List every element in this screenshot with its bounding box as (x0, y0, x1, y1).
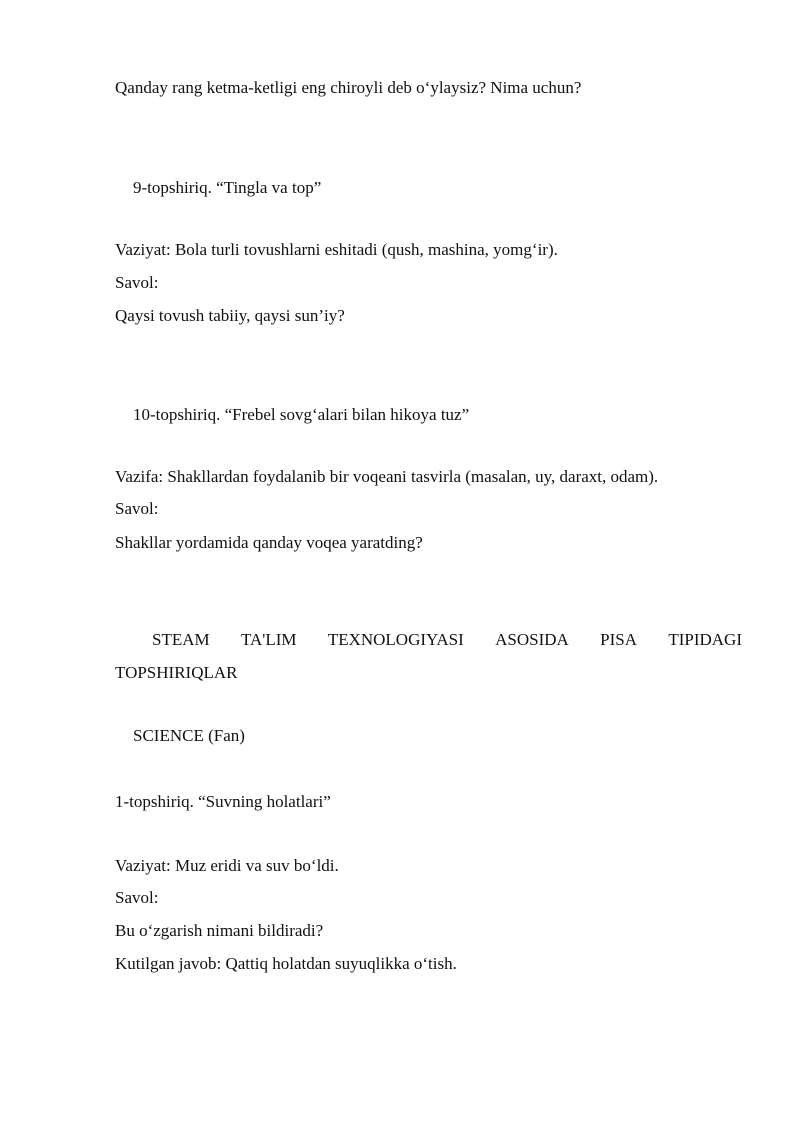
section-heading-word: STEAM (152, 630, 210, 649)
section-heading-word: TIPIDAGI (668, 630, 742, 649)
section-heading (152, 630, 742, 650)
section-heading-continuation: TOPSHIRIQLAR (115, 663, 238, 682)
subsection-title: SCIENCE (Fan) (133, 726, 245, 745)
task9-question-label: Savol: (115, 273, 159, 292)
section-heading-word: ASOSIDA (495, 630, 569, 649)
task1-title: 1-topshiriq. “Suvning holatlari” (115, 792, 331, 811)
section-heading-word: TEXNOLOGIYASI (327, 630, 464, 649)
task9-title: 9-topshiriq. “Tingla va top” (133, 178, 322, 197)
task1-expected-answer: Kutilgan javob: Qattiq holatdan suyuqlikka o‘tish. (115, 954, 457, 973)
task9-situation: Vaziyat: Bola turli tovushlarni eshitadi (qush, mashina, yomg‘ir). (115, 240, 558, 259)
task10-title: 10-topshiriq. “Frebel sovg‘alari bilan hikoya tuz” (133, 405, 470, 424)
task1-situation: Vaziyat: Muz eridi va suv bo‘ldi. (115, 856, 339, 875)
section-heading-word: PISA (600, 630, 637, 649)
task1-question: Bu o‘zgarish nimani bildiradi? (115, 921, 324, 940)
task10-question-label: Savol: (115, 499, 159, 518)
task9-question: Qaysi tovush tabiiy, qaysi sun’iy? (115, 306, 345, 325)
task1-question-label: Savol: (115, 888, 159, 907)
section-heading-word: TA'LIM (240, 630, 297, 649)
task10-assignment: Vazifa: Shakllardan foydalanib bir voqeani tasvirla (masalan, uy, daraxt, odam). (115, 467, 659, 486)
task10-question: Shakllar yordamida qanday voqea yaratding? (115, 533, 423, 552)
intro-question: Qanday rang ketma-ketligi eng chiroyli deb o‘ylaysiz? Nima uchun? (115, 78, 582, 97)
